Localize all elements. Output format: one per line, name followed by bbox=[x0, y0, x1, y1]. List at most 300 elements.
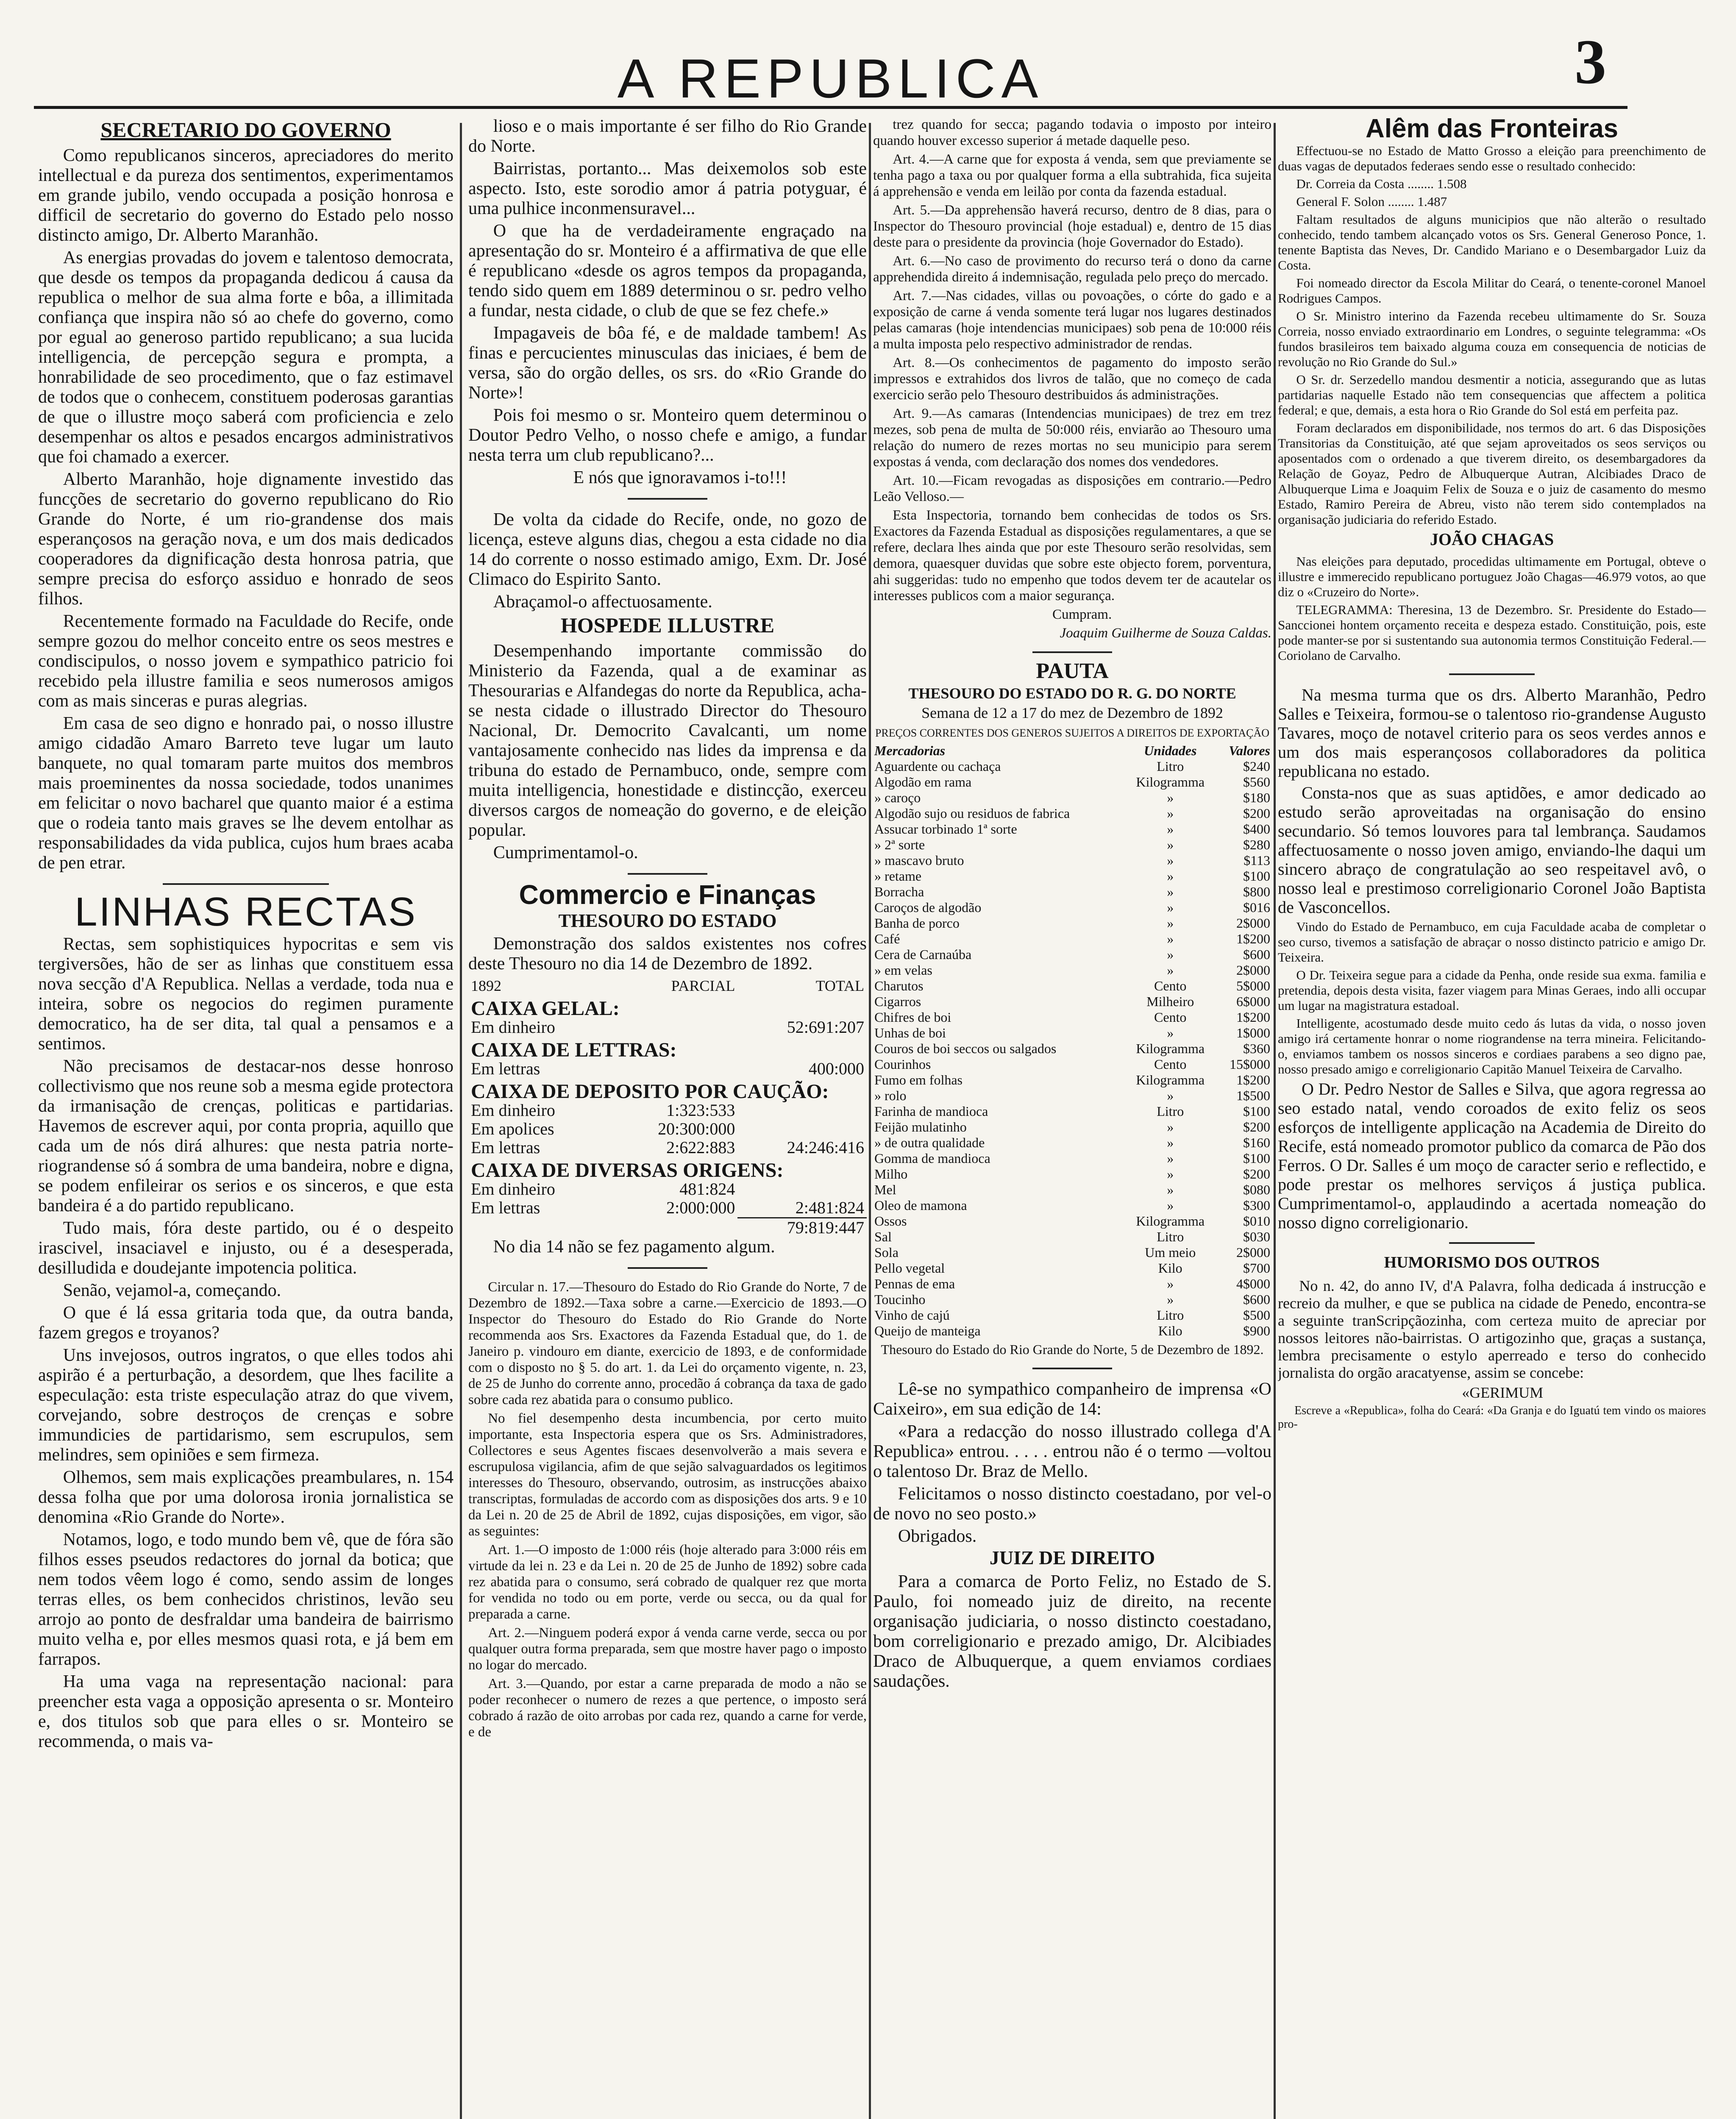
pauta-goods: Chifres de boi bbox=[874, 1009, 951, 1025]
article-heading-thesouro: THESOURO DO ESTADO bbox=[558, 910, 777, 931]
divider bbox=[1032, 651, 1112, 653]
pauta-goods: Fumo em folhas bbox=[874, 1072, 963, 1087]
pauta-unit: » bbox=[1167, 947, 1174, 962]
pauta-unit: » bbox=[1167, 915, 1174, 931]
article-heading-pauta: PAUTA bbox=[1036, 659, 1109, 683]
ledger-row bbox=[468, 1180, 867, 1199]
ledger-grand-total: 79:819:447 bbox=[737, 1218, 867, 1237]
pauta-header-row bbox=[873, 743, 1271, 759]
pauta-row bbox=[873, 1025, 1271, 1041]
pauta-row bbox=[873, 1009, 1271, 1025]
article-body bbox=[873, 117, 1271, 623]
pauta-unit: Kilo bbox=[1158, 1323, 1182, 1338]
pauta-subheading: THESOURO DO ESTADO DO R. G. DO NORTE bbox=[908, 685, 1236, 702]
pauta-value: 5$000 bbox=[1236, 978, 1270, 993]
paragraph: lioso e o mais importante é ser filho do Rio Grande do Norte. bbox=[468, 117, 867, 156]
article-body bbox=[468, 510, 867, 612]
pauta-unit: » bbox=[1167, 837, 1174, 852]
pauta-row bbox=[873, 853, 1271, 868]
pauta-value: 1$200 bbox=[1236, 931, 1270, 946]
ledger-header-row bbox=[468, 976, 867, 995]
pauta-goods: Milho bbox=[874, 1166, 908, 1182]
paragraph: Senão, vejamol-a, começando. bbox=[63, 1281, 281, 1300]
paragraph: Vindo do Estado de Pernambuco, em cuja Faculdade acaba de completar o seo curso, tivemos a satisfação de abraçar o nosso distincto patricio e amigo Dr. Teixeira. bbox=[1278, 919, 1706, 965]
paragraph: Na mesma turma que os drs. Alberto Maranhão, Pedro Salles e Teixeira, formou-se o talentoso rio-grandense Augusto Tavares, moço de notavel criterio para os seos verdes annos e um dos mais esperançosos collaboradores da politica republicana no estado. bbox=[1278, 685, 1706, 781]
ledger-label: Em apolices bbox=[471, 1119, 554, 1138]
paragraph: Felicitamos o nosso distincto coestadano, por vel-o de novo no seo posto.» bbox=[873, 1484, 1271, 1524]
pauta-value: $160 bbox=[1243, 1135, 1270, 1150]
pauta-goods: Courinhos bbox=[874, 1057, 931, 1072]
pauta-unit: » bbox=[1167, 790, 1174, 805]
pauta-row bbox=[873, 790, 1271, 806]
pauta-value: $360 bbox=[1243, 1041, 1270, 1056]
pauta-unit: » bbox=[1167, 1276, 1174, 1291]
pauta-row bbox=[873, 1229, 1271, 1245]
masthead bbox=[34, 25, 1628, 109]
paragraph: O Sr. Ministro interino da Fazenda recebeu ultimamente do Sr. Souza Correia, nosso enviado extraordinario em Londres, o seguinte telegramma: «Os fundos brasileiros tem baixado alguma couza em consequencia de noticias de revolução no Rio Grande do Sul.» bbox=[1278, 309, 1706, 369]
pauta-row bbox=[873, 1104, 1271, 1119]
pauta-week: Semana de 12 a 17 do mez de Dezembro de 1892 bbox=[921, 704, 1223, 721]
ledger-section bbox=[468, 1157, 867, 1180]
paragraph: Obrigados. bbox=[898, 1527, 977, 1546]
paragraph: Intelligente, acostumado desde muito cedo ás lutas da vida, o nosso joven amigo irá certamente honrar o nome riograndense na terra mineira. Felicitando-o, enviamos tambem os nossos sinceros e cordiaes parabens a seo digno pae, nosso presado amigo e correligionario Capitão Manuel Teixeira de Carvalho. bbox=[1278, 1016, 1706, 1076]
ledger-section bbox=[468, 995, 867, 1018]
paragraph: Como republicanos sinceros, apreciadores do merito intellectual e da pureza dos sentimentos, experimentamos em grande jubilo, vendo occupada a posição honrosa e difficil de secretario do governo do Estado pelo nosso distincto amigo, Dr. Alberto Maranhão. bbox=[38, 146, 453, 245]
ledger-label: Em lettras bbox=[471, 1198, 540, 1217]
pauta-value: $900 bbox=[1243, 1323, 1270, 1338]
pauta-goods: » em velas bbox=[874, 962, 932, 978]
pauta-goods: Mel bbox=[874, 1182, 896, 1197]
paragraph: Art. 9.—As camaras (Intendencias municipaes) de trez em trez mezes, sob pena de multa de 50:000 réis, enviarão ao Thesouro uma relação do numero de rezes mortas no seu municipio para serem expostas á venda, com declaração dos nomes dos vendedores. bbox=[873, 406, 1271, 470]
ledger-label: Em dinheiro bbox=[471, 1101, 555, 1120]
divider bbox=[1449, 673, 1535, 675]
pauta-unit: » bbox=[1167, 1292, 1174, 1307]
pauta-row bbox=[873, 1323, 1271, 1339]
ledger-grand-total-row bbox=[468, 1218, 867, 1237]
ledger-total: 52:691:207 bbox=[787, 1018, 864, 1037]
ledger-table bbox=[468, 976, 867, 1237]
pauta-row bbox=[873, 1213, 1271, 1229]
pauta-unit: » bbox=[1167, 1088, 1174, 1103]
pauta-table bbox=[873, 743, 1271, 1339]
pauta-row bbox=[873, 774, 1271, 790]
paragraph: Esta Inspectoria, tornando bem conhecidas de todos os Srs. Exactores da Fazenda Estadual as disposições regulamentares, a que se refere, declara lhes ainda que por este Thesouro serão resolvidas, sem demora, quaesquer duvidas que sobre este objecto forem, porventura, ahi suggeridas: tudo no empenho que todos devem ter de acautelar os interesses publicos com a maior segurança. bbox=[873, 508, 1271, 603]
ledger-section bbox=[468, 1037, 867, 1060]
article-body bbox=[873, 1379, 1271, 1546]
divider bbox=[163, 883, 329, 885]
paragraph: O Sr. dr. Serzedello mandou desmentir a noticia, assegurando que as lutas partidarias naquelle Estado não tem consequencias que affectem a politica federal; e que, demais, a esta hora o Rio Grande do Sol está em perfeita paz. bbox=[1278, 372, 1706, 417]
column-rule bbox=[869, 123, 871, 2119]
pauta-goods: Gomma de mandioca bbox=[874, 1151, 990, 1166]
signature: Joaquim Guilherme de Souza Caldas. bbox=[1060, 626, 1271, 641]
pauta-goods: Queijo de manteiga bbox=[874, 1323, 981, 1338]
pauta-row bbox=[873, 1041, 1271, 1057]
paragraph: Não precisamos de destacar-nos desse honroso collectivismo que nos reune sob a mesma egide protectora da irmanisação de crenças, politicas e partidarias. Havemos de escrever aqui, por conta propria, aquillo que cada um de nós dirá alhures: que nesta patria norte-riograndense só á sombra de uma bandeira, nobre e digna, se podem enfileirar os serios e os sinceros, e que esta bandeira é a do partido republicano. bbox=[38, 1057, 453, 1215]
circular-text bbox=[468, 1279, 867, 1740]
paragraph: Abraçamol-o affectuosamente. bbox=[493, 592, 712, 612]
column-1 bbox=[38, 117, 453, 2119]
article-heading-hospede: HOSPEDE ILLUSTRE bbox=[560, 613, 775, 637]
ledger-partial: 1:323:533 bbox=[666, 1101, 735, 1120]
ledger-section-label: CAIXA DE DEPOSITO POR CAUÇÃO: bbox=[471, 1080, 829, 1103]
paragraph: trez quando for secca; pagando todavia o imposto por inteiro quando houver excesso superior á metade daquelle peso. bbox=[873, 117, 1271, 148]
paragraph: Demonstração dos saldos existentes nos cofres deste Thesouro no dia 14 de Dezembro de 1892. bbox=[468, 934, 867, 973]
pauta-row bbox=[873, 1182, 1271, 1198]
ledger-partial: 2:622:883 bbox=[666, 1138, 735, 1157]
paragraph: Desempenhando importante commissão do Ministerio da Fazenda, qual a de examinar as Thesourarias e Alfandegas do norte da Republica, acha-se nesta cidade o illustrado Director do Thesouro Nacional, Dr. Democrito Cavalcanti, um nome vantajosamente conhecido nas lides da imprensa e da tribuna do estado de Pernambuco, onde, sempre com muita intelligencia, honestidade e distincção, exerceu diversos cargos de nomeação do governo, e de eleição popular. bbox=[468, 641, 867, 840]
pauta-row bbox=[873, 1151, 1271, 1166]
pauta-footnote: Thesouro do Estado do Rio Grande do Norte, 5 de Dezembro de 1892. bbox=[881, 1342, 1264, 1357]
pauta-col-units: Unidades bbox=[1143, 743, 1197, 758]
ledger-section-label: CAIXA GELAL: bbox=[471, 997, 620, 1020]
pauta-unit: » bbox=[1167, 1119, 1174, 1135]
pauta-goods: Unhas de boi bbox=[874, 1025, 946, 1040]
pauta-goods: » caroço bbox=[874, 790, 921, 805]
page-number: 3 bbox=[1575, 27, 1606, 97]
pauta-row bbox=[873, 806, 1271, 821]
pauta-row bbox=[873, 1307, 1271, 1323]
pauta-value: 1$200 bbox=[1236, 1072, 1270, 1087]
article-body bbox=[38, 934, 453, 1752]
pauta-value: 2$000 bbox=[1236, 962, 1270, 978]
pauta-unit: » bbox=[1167, 962, 1174, 978]
pauta-row bbox=[873, 915, 1271, 931]
article-heading-joao-chagas: JOÃO CHAGAS bbox=[1430, 530, 1554, 549]
pauta-value: $600 bbox=[1243, 947, 1270, 962]
pauta-unit: Litro bbox=[1157, 1104, 1184, 1119]
ledger-row bbox=[468, 1101, 867, 1120]
paragraph: E nós que ignoravamos i-to!!! bbox=[573, 468, 787, 487]
pauta-goods: Oleo de mamona bbox=[874, 1198, 967, 1213]
paragraph: Foi nomeado director da Escola Militar do Ceará, o tenente-coronel Manoel Rodrigues Campos. bbox=[1278, 275, 1706, 306]
pauta-goods: Cigarros bbox=[874, 994, 921, 1009]
article-body bbox=[1278, 554, 1706, 663]
pauta-unit: Um meio bbox=[1145, 1245, 1196, 1260]
pauta-row bbox=[873, 1088, 1271, 1104]
ledger-label: Em dinheiro bbox=[471, 1179, 555, 1199]
paragraph: Dr. Correia da Costa ........ 1.508 bbox=[1296, 176, 1467, 191]
paragraph: Nas eleições para deputado, procedidas ultimamente em Portugal, obteve o illustre e immerecido republicano portuguez João Chagas—46.979 votos, ao que diz o «Cruzeiro do Norte». bbox=[1278, 554, 1706, 599]
divider bbox=[1032, 1368, 1112, 1369]
ledger-section bbox=[468, 1078, 867, 1101]
paragraph: «GERIMUM bbox=[1462, 1384, 1544, 1401]
pauta-goods: Farinha de mandioca bbox=[874, 1104, 988, 1119]
pauta-value: $560 bbox=[1243, 774, 1270, 790]
ledger-row bbox=[468, 1138, 867, 1157]
paragraph: Cumpram. bbox=[1052, 607, 1112, 622]
pauta-goods: Vinho de cajú bbox=[874, 1307, 950, 1323]
pauta-row bbox=[873, 994, 1271, 1009]
pauta-unit: Cento bbox=[1154, 978, 1187, 993]
pauta-unit: » bbox=[1167, 931, 1174, 946]
pauta-goods: Sal bbox=[874, 1229, 892, 1244]
paragraph: Consta-nos que as suas aptidões, e amor dedicado ao estudo serão aproveitadas na organisação do ensino secundario. Só temos louvores para tal lembrança. Saudamos affectuosamente o nosso joven amigo, enviando-lhe daqui um sincero abraço de congratulação ao seo respeitavel avô, o nosso leal e prestimoso correligionario Coronel João Baptista de Vasconcellos. bbox=[1278, 783, 1706, 917]
pauta-row bbox=[873, 1119, 1271, 1135]
paragraph: Art. 4.—A carne que for exposta á venda, sem que previamente se tenha pago a taxa ou por qualquer forma a ella subtrahida, fica sujeita á apprehensão e venda em leilão por conta da fazenda estadual. bbox=[873, 152, 1271, 199]
pauta-row bbox=[873, 1057, 1271, 1072]
paragraph: Circular n. 17.—Thesouro do Estado do Rio Grande do Norte, 7 de Dezembro de 1892.—Taxa sobre a carne.—Exercicio de 1893.—O Inspector do Thesouro do Estado do Rio Grande do Norte recommenda aos Srs. Exactores da Fazenda Estadual que, do 1. de Janeiro p. vindouro em diante, exercicio de 1893, e de conformidade com o disposto no § 5. do art. 1. da Lei do orçamento vigente, n. 23, de 25 de Junho do corrente anno, procedão á cobrança da taxa de gado sobre cada rez abatida para o consumo publico. bbox=[468, 1279, 867, 1407]
pauta-value: $600 bbox=[1243, 1292, 1270, 1307]
pauta-unit: Kilogramma bbox=[1136, 1041, 1205, 1056]
paragraph: Art. 1.—O imposto de 1:000 réis (hoje alterado para 3:000 réis em virtude da lei n. 23 e da Lei n. 20 de 25 de Junho de 1892) sobre cada rez abatida para o consumo, será cobrado de qualquer rez que morta for vendida no todo ou em porte, verde ou secca, ou da qual for preparada a carne. bbox=[468, 1542, 867, 1622]
pauta-row bbox=[873, 947, 1271, 962]
ledger-total: 2:481:824 bbox=[795, 1198, 864, 1217]
pauta-value: $010 bbox=[1243, 1213, 1270, 1229]
article-heading-linhas-rectas: LINHAS RECTAS bbox=[75, 889, 417, 934]
pauta-unit: Cento bbox=[1154, 1057, 1187, 1072]
pauta-value: $300 bbox=[1243, 1198, 1270, 1213]
pauta-value: 15$000 bbox=[1230, 1057, 1270, 1072]
pauta-row bbox=[873, 1135, 1271, 1151]
paragraph: Olhemos, sem mais explicações preambulares, n. 154 dessa folha que por uma dolorosa ironia jornalistica se denomina «Rio Grande do Norte». bbox=[38, 1468, 453, 1527]
paragraph: O que ha de verdadeiramente engraçado na apresentação do sr. Monteiro é a affirmativa de que elle é republicano «desde os agros tempos da propaganda, tendo sido quem em 1889 determinou o sr. pedro velho a fundar, nesta cidade, o club de que se fez chefe.» bbox=[468, 221, 867, 320]
pauta-unit: Kilogramma bbox=[1136, 774, 1205, 790]
pauta-value: $100 bbox=[1243, 868, 1270, 884]
ledger-total: 400:000 bbox=[808, 1059, 864, 1078]
pauta-unit: Litro bbox=[1157, 1229, 1184, 1244]
column-rule bbox=[1274, 123, 1276, 2119]
section-heading-fronteiras: Alêm das Fronteiras bbox=[1365, 117, 1619, 143]
divider bbox=[628, 1267, 707, 1269]
ledger-col-total: TOTAL bbox=[815, 977, 864, 994]
pauta-unit: » bbox=[1167, 853, 1174, 868]
pauta-value: $200 bbox=[1243, 806, 1270, 821]
paragraph: No fiel desempenho desta incumbencia, por certo muito importante, esta Inspectoria espera que os Srs. Administradores, Collectores e seus Agentes fiscaes desenvolverão a mais severa e escrupulosa vigilancia, afim de que sejão salvaguardados os legitimos interesses do Thesouro, observando, outrosim, as instrucções abaixo transcriptas, formuladas de accordo com as disposições dos arts. 9 e 10 da Lei n. 20 de 25 de Abril de 1892, cujas disposições, em vigor, são as seguintes: bbox=[468, 1411, 867, 1539]
divider bbox=[628, 873, 707, 875]
paragraph: Art. 10.—Ficam revogadas as disposições em contrario.—Pedro Leão Velloso.— bbox=[873, 473, 1271, 504]
ledger-partial: 481:824 bbox=[679, 1179, 735, 1199]
pauta-unit: » bbox=[1167, 884, 1174, 899]
pauta-goods: Algodão sujo ou residuos de fabrica bbox=[874, 806, 1070, 821]
column-2 bbox=[468, 117, 867, 2119]
divider bbox=[1449, 1242, 1535, 1244]
paragraph: Tudo mais, fóra deste partido, ou é o despeito irascivel, insaciavel e injusto, ou é a desesperada, desilludida e doudejante impotencia politica. bbox=[38, 1218, 453, 1278]
pauta-unit: » bbox=[1167, 1182, 1174, 1197]
pauta-row bbox=[873, 884, 1271, 900]
pauta-value: 4$000 bbox=[1236, 1276, 1270, 1291]
pauta-goods: Couros de boi seccos ou salgados bbox=[874, 1041, 1057, 1056]
pauta-unit: Cento bbox=[1154, 1009, 1187, 1025]
paragraph: Para a comarca de Porto Feliz, no Estado de S. Paulo, foi nomeado juiz de direito, na recente organisação judiciaria, o nosso distincto coestadano, bom correligionario e prezado amigo, Dr. Alcibiades Draco de Albuquerque, a quem enviamos cordiaes saudações. bbox=[873, 1572, 1271, 1691]
article-body bbox=[468, 641, 867, 863]
pauta-value: $180 bbox=[1243, 790, 1270, 805]
pauta-goods: » mascavo bruto bbox=[874, 853, 964, 868]
article-body bbox=[468, 117, 867, 488]
ledger-row bbox=[468, 1199, 867, 1218]
ledger-year: 1892 bbox=[471, 977, 501, 994]
pauta-value: 1$200 bbox=[1236, 1009, 1270, 1025]
pauta-value: $800 bbox=[1243, 884, 1270, 899]
pauta-row bbox=[873, 1166, 1271, 1182]
ledger-label: Em lettras bbox=[471, 1059, 540, 1078]
pauta-goods: » rolo bbox=[874, 1088, 907, 1103]
divider bbox=[628, 498, 707, 500]
paragraph: No n. 42, do anno IV, d'A Palavra, folha dedicada á instrucção e recreio da mulher, e que se publica na cidade de Penedo, encontra-se a seguinte tranScripçãozinha, com certeza muito de apreciar por nossos leitores não-bairristas. O artigozinho que, graças a sustança, lembra precisamente o estylo aperreado e terso do conhecido jornalista do orgão aracatyense, assim se concebe: bbox=[1278, 1277, 1706, 1381]
section-heading-commercio: Commercio e Finanças bbox=[519, 879, 816, 910]
paragraph: Foram declarados em disponibilidade, nos termos do art. 6 das Disposições Transitorias da Constituição, até que sejam aproveitados os seos serviços ou aposentados com o ordenado a que tiverem direito, os desembargadores da Relação de Goyaz, Pedro de Albuquerque Autran, Alcibiades Draco de Albuquerque Lima e Joaquim Felix de Souza e o juiz de casamento do mesmo Estado, Ramiro Pereira de Abreu, visto não terem sido contemplados na organisação judiciaria do referido Estado. bbox=[1278, 420, 1706, 527]
pauta-value: $016 bbox=[1243, 900, 1270, 915]
pauta-unit: » bbox=[1167, 900, 1174, 915]
pauta-row bbox=[873, 1260, 1271, 1276]
paragraph: Em casa de seo digno e honrado pai, o nosso illustre amigo cidadão Amaro Barreto teve lugar um lauto banquete, no qual tomaram parte muitos dos membros mais proeminentes da nossa sociedade, todos unanimes em felicitar o novo bacharel que quanto maior é a estima que o rodeia tanto mais graves se lhe devem entolhar as responsabilidades da vida publica, cujos hum braes acaba de pen etrar. bbox=[38, 714, 453, 873]
column-4 bbox=[1278, 117, 1706, 2119]
pauta-value: $200 bbox=[1243, 1119, 1270, 1135]
pauta-value: $100 bbox=[1243, 1151, 1270, 1166]
ledger-col-partial: PARCIAL bbox=[671, 977, 735, 994]
ledger-section-label: CAIXA DE LETTRAS: bbox=[471, 1039, 677, 1061]
pauta-row bbox=[873, 962, 1271, 978]
pauta-goods: Ossos bbox=[874, 1213, 907, 1229]
ledger-row bbox=[468, 1060, 867, 1078]
pauta-unit: Litro bbox=[1157, 759, 1184, 774]
pauta-goods: Pello vegetal bbox=[874, 1260, 945, 1276]
paragraph: O Dr. Pedro Nestor de Salles e Silva, que agora regressa ao seo estado natal, vendo coroados de exito feliz os seos esforços de intelligente applicação na Academia de Direito do Recife, está nomeado promotor publico da comarca de Pão dos Ferros. O Dr. Salles é um moço de caracter serio e reflectido, e pode prestar os melhores serviços á justiça publica. Cumprimentamol-o, applaudindo a acertada nomeação do nosso digno correligionario. bbox=[1278, 1079, 1706, 1232]
pauta-row bbox=[873, 1276, 1271, 1292]
paragraph: Effectuou-se no Estado de Matto Grosso a eleição para preenchimento de duas vagas de deputados federaes sendo esse o resultado conhecido: bbox=[1278, 143, 1706, 173]
paragraph: O que é lá essa gritaria toda que, da outra banda, fazem gregos e troyanos? bbox=[38, 1303, 453, 1343]
paragraph: As energias provadas do jovem e talentoso democrata, que desde os tempos da propaganda dedicou á causa da republica o melhor de sua alma forte e bôa, a illimitada confiança que inspira não só ao chefe do governo, como por egual ao generoso partido republicano; a sua lucida intelligencia, de percepção segura e prompta, a honrabilidade de seo procedimento, que o faz estimavel de todos que o conhecem, constituem poderosas garantias de que o illustre moço saberá com proficiencia e zelo desempenhar os altos e pesados encargos administrativos que foi chamado a exercer. bbox=[38, 248, 453, 467]
article-body bbox=[873, 1572, 1271, 1691]
pauta-goods: » retame bbox=[874, 868, 922, 884]
paragraph: Art. 7.—Nas cidades, villas ou povoações, o córte do gado e a exposição de carne á venda somente terá lugar nos lugares destinados pelas camaras (hoje intendencias municipaes) sob pena de 10:000 réis a multa imposta pelo respectivo administrador de rendas. bbox=[873, 288, 1271, 352]
ledger-label: Em dinheiro bbox=[471, 1018, 555, 1037]
paragraph: Rectas, sem sophistiquices hypocritas e sem vis tergiversões, hão de ser as linhas que constituem essa nova secção d'A Republica. Nellas a verdade, toda nua e inteira, sobre os negocios do regimen puramente democratico, ha de ser dita, tal qual a pensamos e a sentimos. bbox=[38, 934, 453, 1054]
pauta-unit: » bbox=[1167, 868, 1174, 884]
paragraph: «Para a redacção do nosso illustrado collega d'A Republica» entrou. . . . . entrou não é o termo —voltou o talentoso Dr. Braz de Mello. bbox=[873, 1422, 1271, 1481]
pauta-row bbox=[873, 978, 1271, 994]
column-rule bbox=[460, 123, 462, 2119]
ledger-row bbox=[468, 1018, 867, 1037]
pauta-unit: » bbox=[1167, 1198, 1174, 1213]
article-body bbox=[38, 146, 453, 873]
pauta-unit: » bbox=[1167, 1151, 1174, 1166]
ledger-section-label: CAIXA DE DIVERSAS ORIGENS: bbox=[471, 1159, 784, 1182]
pauta-rows bbox=[873, 759, 1271, 1339]
pauta-row bbox=[873, 1198, 1271, 1213]
ledger-partial: 20:300:000 bbox=[658, 1119, 735, 1138]
pauta-goods: Banha de porco bbox=[874, 915, 960, 931]
paragraph: Pois foi mesmo o sr. Monteiro quem determinou o Doutor Pedro Velho, o nosso chefe e amigo, a fundar nesta terra um club republicano?... bbox=[468, 406, 867, 465]
pauta-goods: Café bbox=[874, 931, 900, 946]
ledger-label: Em lettras bbox=[471, 1138, 540, 1157]
paragraph: De volta da cidade do Recife, onde, no gozo de licença, esteve alguns dias, chegou a esta cidade no dia 14 do corrente o nosso estimado amigo, Exm. Dr. José Climaco do Espirito Santo. bbox=[468, 510, 867, 589]
paragraph: Art. 3.—Quando, por estar a carne preparada de modo a não se poder reconhecer o numero de rezes a que pertence, o imposto será cobrado á razão de oito arrobas por cada rez, quando a carne for verde, e de bbox=[468, 1676, 867, 1740]
article-heading-secretario: SECRETARIO DO GOVERNO bbox=[100, 118, 391, 142]
paragraph: Bairristas, portanto... Mas deixemolos sob este aspecto. Isto, este sorodio amor á patria potyguar, é uma pulhice inconmensuravel... bbox=[468, 159, 867, 218]
paragraph: Uns invejosos, outros ingratos, o que elles todos ahi aspirão é a perturbação, a desordem, que lhes facilite a especulação: esta triste especulação atraz do que vivem, corvejando, sobre destroços de crenças e sobre immundicies de partidarismo, sem escrupulos, sem melindres, sem opiniões e sem firmeza. bbox=[38, 1346, 453, 1465]
ledger-partial: 2:000:000 bbox=[666, 1198, 735, 1217]
pauta-unit: Kilogramma bbox=[1136, 1213, 1205, 1229]
article-body bbox=[1278, 1277, 1706, 1431]
paragraph: Impagaveis de bôa fé, e de maldade tambem! As finas e percucientes minusculas das iniciaes, é bem de versa, são do orgão delles, os srs. do «Rio Grande do Norte»! bbox=[468, 323, 867, 403]
pauta-goods: Aguardente ou cachaça bbox=[874, 759, 1001, 774]
pauta-goods: Borracha bbox=[874, 884, 924, 899]
ledger-total: 24:246:416 bbox=[787, 1138, 864, 1157]
pauta-goods: Charutos bbox=[874, 978, 924, 993]
pauta-goods: Caroços de algodão bbox=[874, 900, 982, 915]
pauta-unit: » bbox=[1167, 806, 1174, 821]
pauta-goods: Cera de Carnaúba bbox=[874, 947, 972, 962]
pauta-goods: Sola bbox=[874, 1245, 899, 1260]
pauta-row bbox=[873, 759, 1271, 774]
paragraph: No dia 14 não se fez pagamento algum. bbox=[493, 1237, 775, 1257]
pauta-goods: Algodão em rama bbox=[874, 774, 972, 790]
pauta-value: 2$000 bbox=[1236, 915, 1270, 931]
paragraph: Faltam resultados de alguns municipios que não alterão o resultado conhecido, tendo tambem alcançado votos os Srs. General Generoso Ponce, 1. tenente Baptista das Neves, Dr. Candido Mariano e o Desembargador Luiz da Costa. bbox=[1278, 212, 1706, 273]
pauta-row bbox=[873, 868, 1271, 884]
paragraph: Notamos, logo, e todo mundo bem vê, que de fóra são filhos esses pseudos redactores do jornal da botica; que nem todos vêem logo é como, sendo assim de longes terras elles, os bem conhecidos christinos, levão seu arrojo ao ponto de desfraldar uma bandeira de bairrismo muito velha e, por elles mesmos quasi rota, e já bem em farrapos. bbox=[38, 1530, 453, 1669]
pauta-unit: Litro bbox=[1157, 1307, 1184, 1323]
paragraph: Recentemente formado na Faculdade do Recife, onde sempre gozou do melhor conceito entre os seos mestres e condiscipulos, o nosso jovem e sympathico patricio foi recebido pela illustre familia e seos numerosos amigos com as mais sinceras e puras alegrias. bbox=[38, 612, 453, 711]
pauta-value: 1$500 bbox=[1236, 1088, 1270, 1103]
paragraph: Ha uma vaga na representação nacional: para preencher esta vaga a opposição apresenta o sr. Monteiro e, dos titulos sob que para elles o sr. Monteiro se recommenda, o mais va- bbox=[38, 1672, 453, 1751]
pauta-row bbox=[873, 1245, 1271, 1260]
pauta-row bbox=[873, 931, 1271, 947]
pauta-value: 6$000 bbox=[1236, 994, 1270, 1009]
column-3 bbox=[873, 117, 1271, 2119]
pauta-col-values: Valores bbox=[1229, 743, 1270, 758]
pauta-value: $200 bbox=[1243, 1166, 1270, 1182]
paragraph: Art. 5.—Da apprehensão haverá recurso, dentro de 8 dias, para o Inspector do Thesouro provincial (hoje estadual) e, dentro de 15 dias deste para o presidente da provincia (hoje Governador do Estado). bbox=[873, 203, 1271, 250]
paragraph: Art. 2.—Ninguem poderá expor á venda carne verde, secca ou por qualquer outra forma preparada, sem que mostre haver pago o imposto no logar do mercado. bbox=[468, 1625, 867, 1673]
pauta-intro: PREÇOS CORRENTES DOS GENEROS SUJEITOS A DIREITOS DE EXPORTAÇÃO bbox=[875, 727, 1270, 739]
pauta-unit: Milheiro bbox=[1146, 994, 1194, 1009]
pauta-value: $240 bbox=[1243, 759, 1270, 774]
pauta-unit: » bbox=[1167, 1166, 1174, 1182]
paragraph: Art. 6.—No caso de provimento do recurso terá o dono da carne apprehendida direito á indemnisação, regulada pelo preço do mercado. bbox=[873, 253, 1271, 285]
pauta-value: 1$000 bbox=[1236, 1025, 1270, 1040]
pauta-value: $280 bbox=[1243, 837, 1270, 852]
paragraph: Escreve a «Republica», folha do Ceará: «Da Granja e do Iguatú tem vindo os maiores pro- bbox=[1278, 1404, 1706, 1431]
pauta-row bbox=[873, 900, 1271, 915]
paragraph: Art. 8.—Os conhecimentos de pagamento do imposto serão impressos e extrahidos dos livros de talão, que no começo de cada exercicio serão pelo Thesouro destribuidos ás administrações. bbox=[873, 355, 1271, 403]
article-heading-juiz: JUIZ DE DIREITO bbox=[989, 1547, 1155, 1568]
pauta-unit: » bbox=[1167, 1135, 1174, 1150]
pauta-value: $500 bbox=[1243, 1307, 1270, 1323]
pauta-unit: » bbox=[1167, 821, 1174, 837]
pauta-unit: Kilogramma bbox=[1136, 1072, 1205, 1087]
pauta-row bbox=[873, 1072, 1271, 1088]
newspaper-title: A REPUBLICA bbox=[617, 47, 1044, 109]
pauta-row bbox=[873, 821, 1271, 837]
pauta-row bbox=[873, 837, 1271, 853]
article-heading-humorismo: HUMORISMO DOS OUTROS bbox=[1384, 1254, 1600, 1271]
paragraph: Cumprimentamol-o. bbox=[493, 843, 638, 862]
pauta-value: $100 bbox=[1243, 1104, 1270, 1119]
article-body bbox=[1278, 143, 1706, 527]
pauta-unit: » bbox=[1167, 1025, 1174, 1040]
ledger-row bbox=[468, 1120, 867, 1138]
pauta-goods: Toucinho bbox=[874, 1292, 926, 1307]
pauta-unit: Kilo bbox=[1158, 1260, 1182, 1276]
article-body bbox=[1278, 685, 1706, 1232]
pauta-goods: Feijão mulatinho bbox=[874, 1119, 967, 1135]
paragraph: O Dr. Teixeira segue para a cidade da Penha, onde reside sua exma. familia e pretendia, depois desta visita, fazer viagem para Minas Geraes, indo alli occupar um lugar na magistratura estadoal. bbox=[1278, 968, 1706, 1013]
pauta-value: $113 bbox=[1244, 853, 1270, 868]
pauta-value: $030 bbox=[1243, 1229, 1270, 1244]
pauta-goods: Pennas de ema bbox=[874, 1276, 955, 1291]
pauta-goods: » de outra qualidade bbox=[874, 1135, 985, 1150]
pauta-value: 2$000 bbox=[1236, 1245, 1270, 1260]
pauta-col-goods: Mercadorias bbox=[874, 743, 946, 758]
paragraph: General F. Solon ........ 1.487 bbox=[1296, 194, 1447, 209]
paragraph: TELEGRAMMA: Theresina, 13 de Dezembro. Sr. Presidente do Estado—Sanccionei hontem orçamento receita e despeza estado. Constituição, pois, este pode manter-se por si sustentando sua autonomia termos Constituição Federal.—Coriolano de Carvalho. bbox=[1278, 602, 1706, 663]
pauta-goods: Assucar torbinado 1ª sorte bbox=[874, 821, 1017, 837]
pauta-row bbox=[873, 1292, 1271, 1307]
pauta-value: $080 bbox=[1243, 1182, 1270, 1197]
paragraph: Lê-se no sympathico companheiro de imprensa «O Caixeiro», em sua edição de 14: bbox=[873, 1379, 1271, 1419]
pauta-value: $700 bbox=[1243, 1260, 1270, 1276]
